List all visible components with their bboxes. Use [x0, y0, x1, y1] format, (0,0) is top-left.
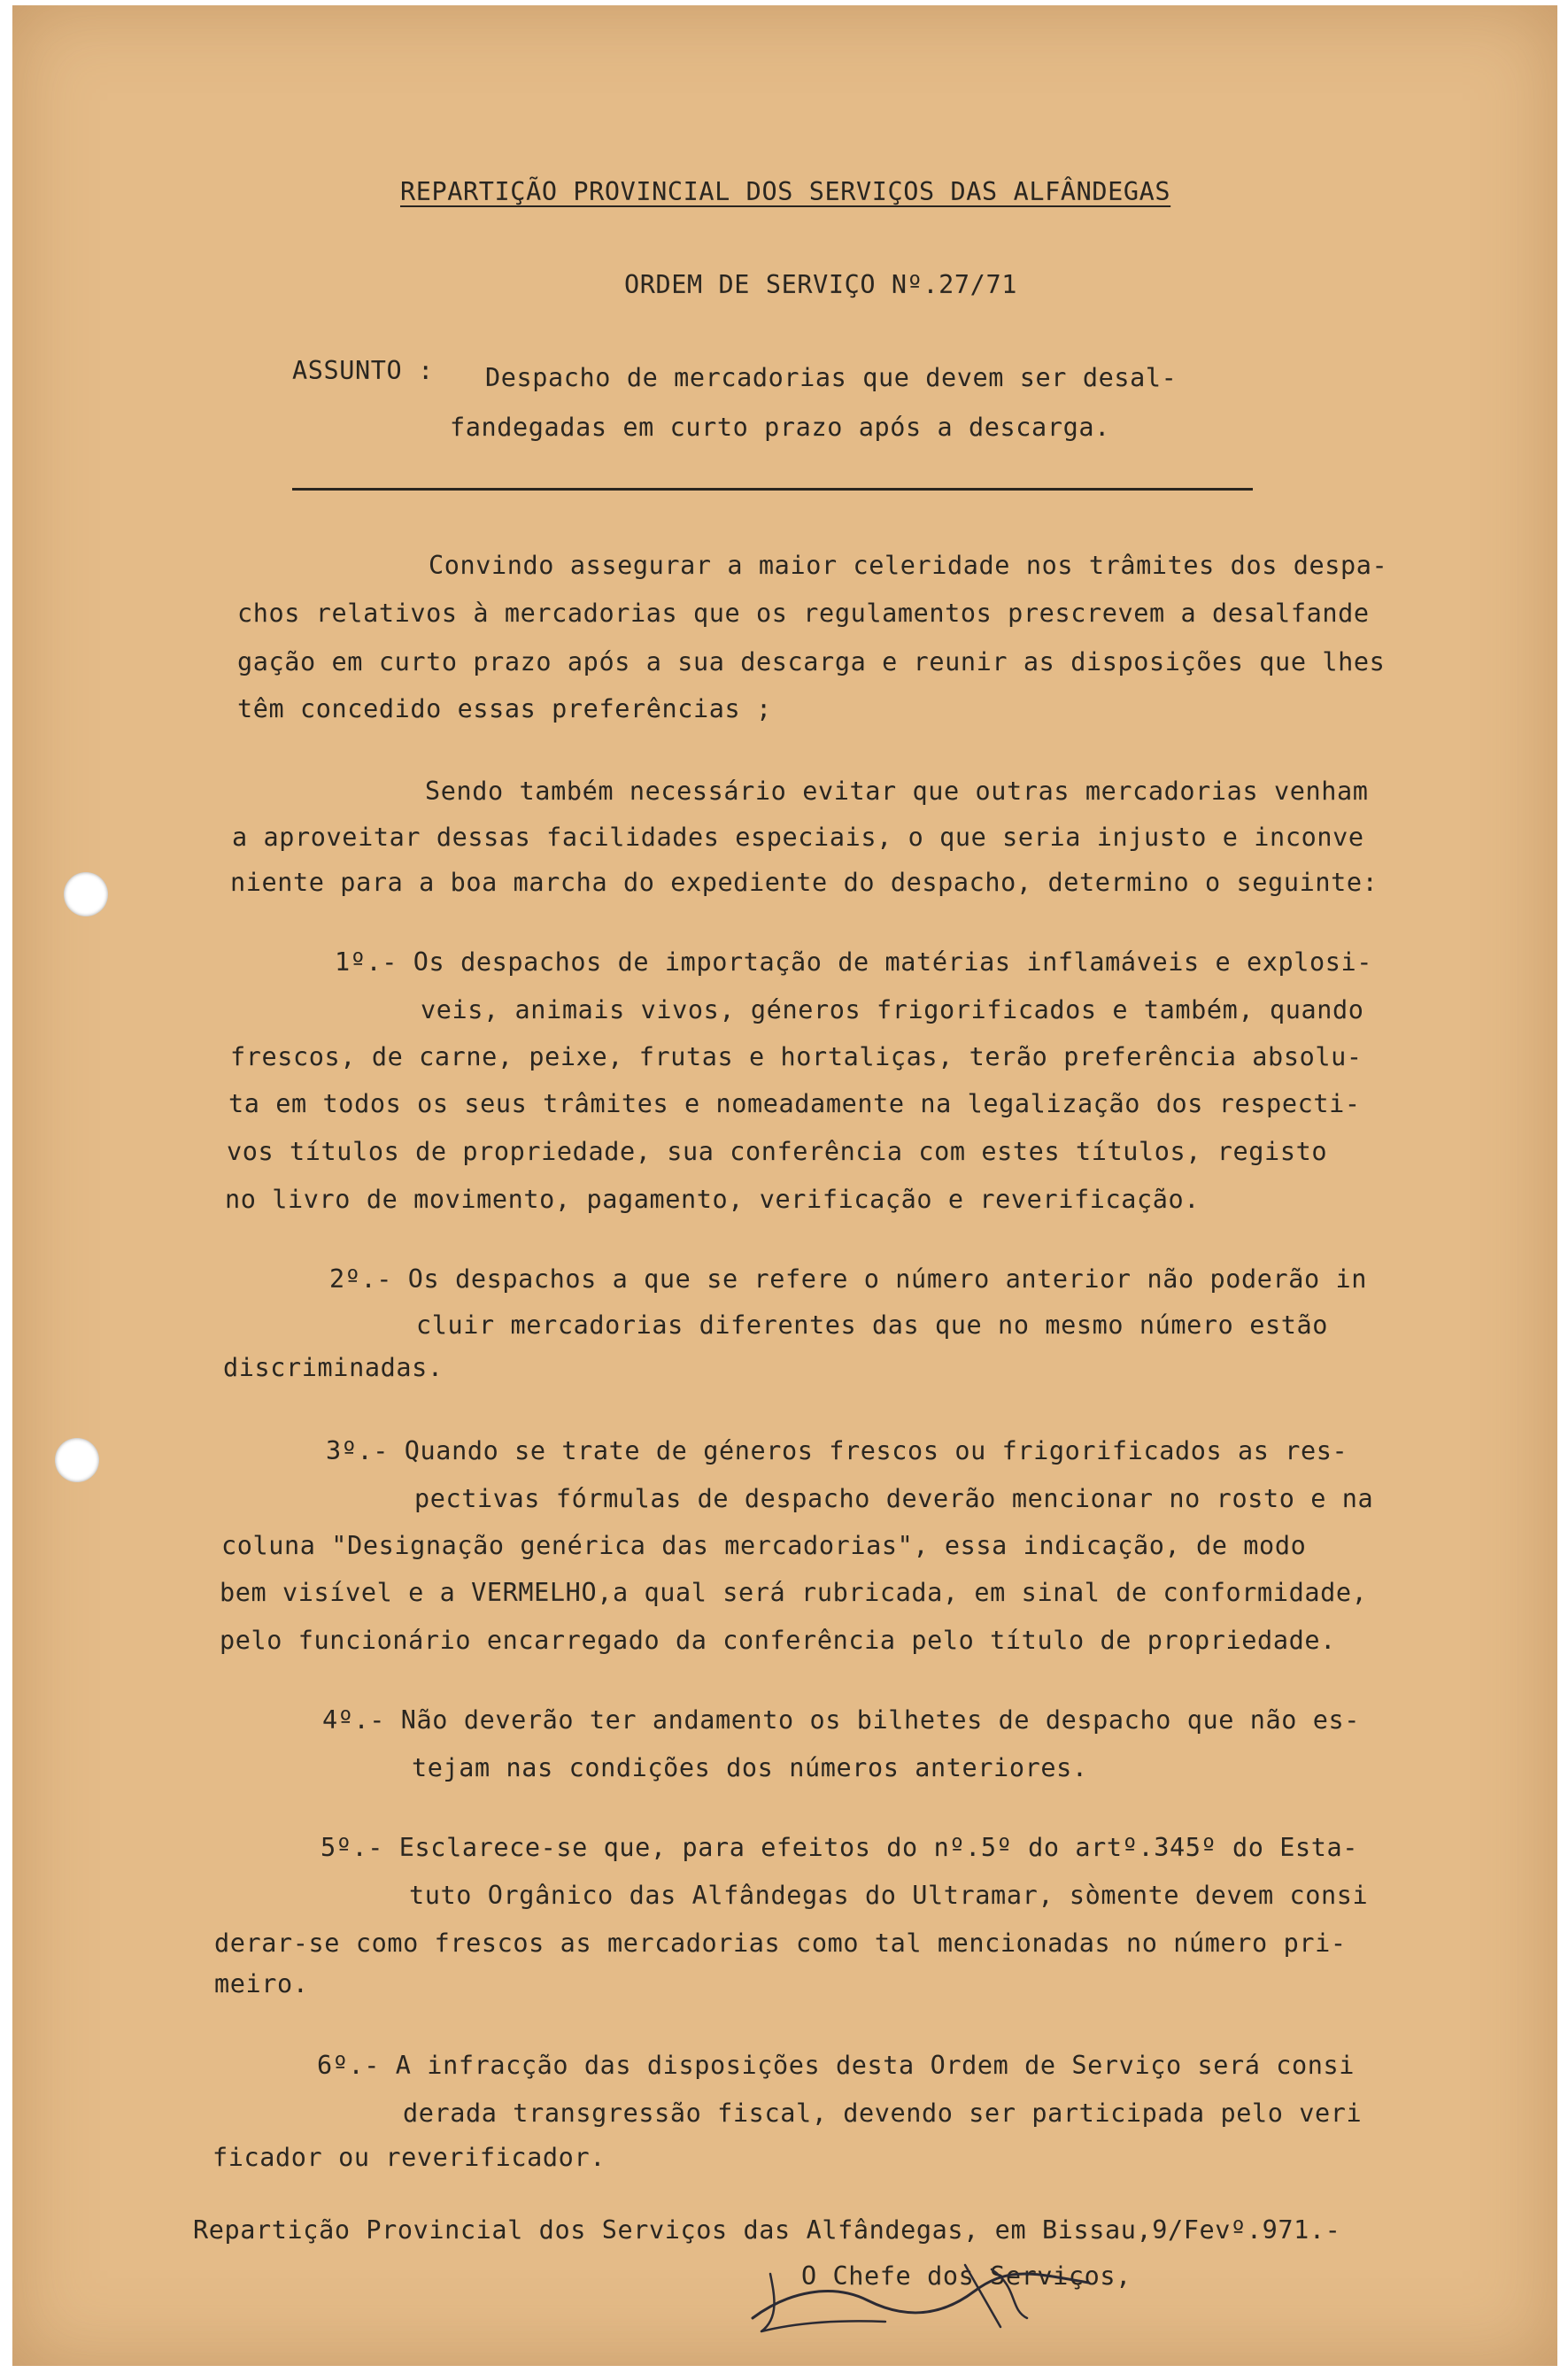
- item-5-line: derar-se como frescos as mercadorias como tal mencionadas no número pri-: [214, 1929, 1347, 1958]
- intro2-line: niente para a boa marcha do expediente do despacho, determino o seguinte:: [230, 868, 1379, 897]
- item-6-line: 6º.- A infracção das disposições desta Ordem de Serviço será consi: [317, 2051, 1356, 2080]
- punch-hole-lower: [55, 1438, 99, 1482]
- punch-hole-upper: [64, 872, 108, 916]
- item-3-line: bem visível e a VERMELHO,a qual será rubricada, em sinal de conformidade,: [220, 1578, 1368, 1607]
- item-4-line: tejam nas condições dos números anteriores.: [412, 1753, 1088, 1782]
- item-5-line: meiro.: [214, 1969, 309, 1998]
- item-3-line: 3º.- Quando se trate de géneros frescos ou frigorificados as res-: [326, 1436, 1348, 1465]
- item-4-line: 4º.- Não deverão ter andamento os bilhetes de despacho que não es-: [322, 1705, 1361, 1735]
- item-6-line: derada transgressão fiscal, devendo ser participada pelo veri: [403, 2099, 1363, 2128]
- item-3-line: pelo funcionário encarregado da conferência pelo título de propriedade.: [220, 1626, 1336, 1655]
- intro2-line: Sendo também necessário evitar que outras mercadorias venham: [425, 777, 1369, 806]
- item-2-line: cluir mercadorias diferentes das que no mesmo número estão: [416, 1310, 1328, 1340]
- intro-line: chos relativos à mercadorias que os regulamentos prescrevem a desalfande: [237, 599, 1370, 628]
- signatory-title: O Chefe dos Serviços,: [801, 2261, 1132, 2291]
- intro-line: têm concedido essas preferências ;: [237, 694, 772, 723]
- order-number: ORDEM DE SERVIÇO Nº.27/71: [624, 270, 1017, 299]
- subject-line-2: fandegadas em curto prazo após a descarga.: [450, 413, 1110, 442]
- item-1-line: 1º.- Os despachos de importação de matérias inflamáveis e explosi-: [335, 947, 1373, 977]
- subject-label: ASSUNTO :: [292, 356, 434, 385]
- intro-line: gação em curto prazo após a sua descarga e reunir as disposições que lhes: [237, 647, 1386, 676]
- item-1-line: veis, animais vivos, géneros frigorificados e também, quando: [421, 995, 1364, 1024]
- intro2-line: a aproveitar dessas facilidades especiais, o que seria injusto e inconve: [232, 823, 1364, 852]
- subject-line-1: Despacho de mercadorias que devem ser desal-: [485, 363, 1178, 392]
- intro-line: Convindo assegurar a maior celeridade nos trâmites dos despa-: [429, 551, 1388, 580]
- item-5-line: 5º.- Esclarece-se que, para efeitos do nº.5º do artº.345º do Esta-: [321, 1833, 1359, 1862]
- item-1-line: ta em todos os seus trâmites e nomeadamente na legalização dos respecti-: [228, 1089, 1361, 1118]
- item-3-line: pectivas fórmulas de despacho deverão mencionar no rosto e na: [414, 1484, 1374, 1513]
- item-3-line: coluna "Designação genérica das mercadorias", essa indicação, de modo: [221, 1531, 1307, 1560]
- header-divider: [292, 488, 1253, 491]
- item-5-line: tuto Orgânico das Alfândegas do Ultramar, sòmente devem consi: [409, 1881, 1369, 1910]
- item-2-line: 2º.- Os despachos a que se refere o número anterior não poderão in: [329, 1264, 1368, 1294]
- item-1-line: frescos, de carne, peixe, frutas e hortaliças, terão preferência absolu-: [230, 1042, 1363, 1071]
- item-1-line: no livro de movimento, pagamento, verificação e reverificação.: [225, 1185, 1201, 1214]
- item-1-line: vos títulos de propriedade, sua conferência com estes títulos, registo: [227, 1137, 1328, 1166]
- item-2-line: discriminadas.: [223, 1353, 444, 1382]
- item-6-line: ficador ou reverificador.: [212, 2143, 606, 2172]
- handwritten-signature: [735, 2256, 1116, 2336]
- document-title: REPARTIÇÃO PROVINCIAL DOS SERVIÇOS DAS ALFÂNDEGAS: [400, 177, 1171, 206]
- place-and-date: Repartição Provincial dos Serviços das Alfândegas, em Bissau,9/Fevº.971.-: [193, 2215, 1341, 2245]
